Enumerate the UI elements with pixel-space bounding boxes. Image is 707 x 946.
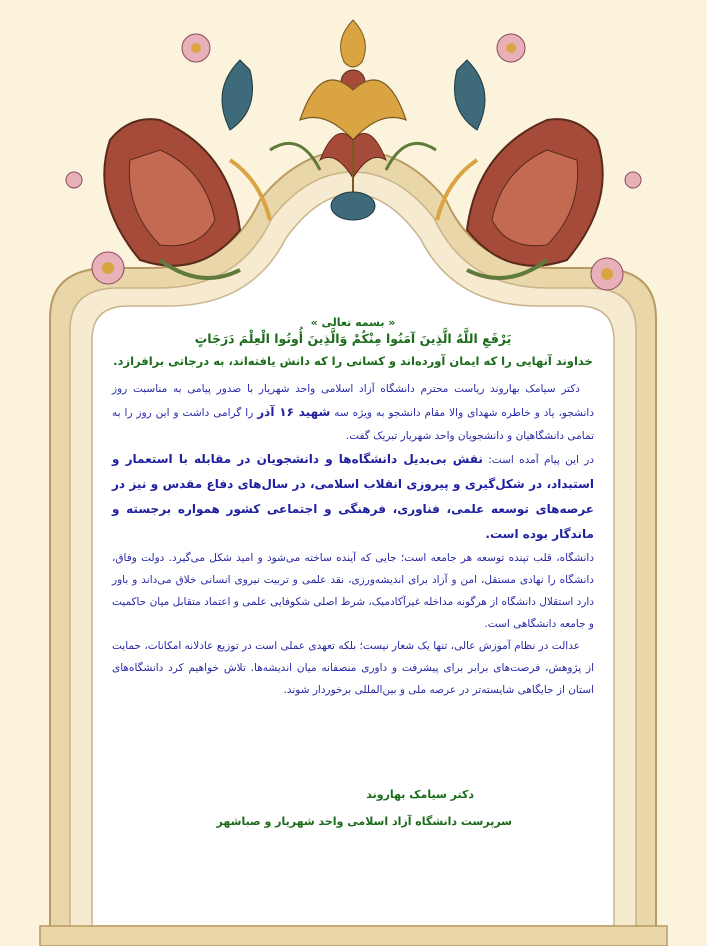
quran-verse: يَرْفَعِ اللَّهُ الَّذِينَ آمَنُوا مِنْكُمْ وَالَّذِينَ أُوتُوا الْعِلْمَ دَرَجَاتٍ bbox=[194, 331, 512, 346]
bottom-band bbox=[40, 926, 667, 946]
paragraph-intro-text: دکتر سیامک بهاروند ریاست محترم دانشگاه آزاد اسلامی واحد شهریار با صدور پیامی به مناسبت روز دانشجو، یاد و خاطره شهدای والا مقام دانشجو به ویژه سه bbox=[112, 383, 594, 419]
paragraph-message-bold: نقش بی‌بدیل دانشگاه‌ها و دانشجویان در مقابله با استعمار و استبداد، در شکل‌گیری و پیروزی انقلاب اسلامی، در سال‌های دفاع مقدس و نیز در عرصه‌های توسعه علمی، فناوری، فرهنگی و اجتماعی کشور همواره برجسته و ماندگار بوده است. bbox=[112, 452, 594, 541]
signature-block bbox=[112, 788, 594, 828]
flower-left-bottom bbox=[92, 252, 124, 284]
paragraph-message-intro: در این پیام آمده است: bbox=[488, 454, 595, 466]
paragraph-justice: عدالت در نظام آموزش عالی، تنها یک شعار نیست؛ بلکه تعهدی عملی است در توزیع عادلانه امکانات، حمایت از پژوهش، فرصت‌های برابر برای پیشرفت و داوری منصفانه میان اندیشه‌ها. تلاش خواهیم کرد دانشگاه‌های استان از جایگاهی شایسته‌تر در عرصه ملی و بین‌المللی برخوردار شوند. bbox=[112, 640, 594, 696]
bismillah-heading: « بسمه تعالی » bbox=[310, 316, 396, 329]
paragraph-intro-end: را گرامی داشت و این روز را به تمامی دانشگاهیان و دانشجویان واحد شهریار تبریک گفت. bbox=[112, 407, 594, 442]
signature-title: سرپرست دانشگاه آزاد اسلامی واحد شهریار و صباشهر bbox=[216, 815, 512, 828]
martyrs-highlight: شهید ۱۶ آذر bbox=[257, 405, 331, 419]
paragraph-university: دانشگاه، قلب تپنده توسعه هر جامعه است؛ جایی که آینده ساخته می‌شود و امید شکل می‌گیرد. دولت وفاق، دانشگاه را نهادی مستقل، امن و آزاد برای اندیشه‌ورزی، نقد علمی و تربیت نیروی انسانی خلاق می‌داند و باور دارد استقلال دانشگاه از هرگونه مداخله غیرآکادمیک، شرط اصلی شکوفایی علمی و اعتماد متقابل میان حاکمیت و جامعه دانشگاهی است. bbox=[112, 552, 594, 630]
flower-right-side bbox=[625, 172, 641, 188]
flower-right-bottom bbox=[591, 258, 623, 290]
paragraph-message bbox=[112, 447, 594, 547]
verse-translation: خداوند آنهایی را که ایمان آورده‌اند و کسانی را که دانش یافته‌اند، به درجاتی برافرازد. bbox=[113, 354, 593, 368]
flower-right-top bbox=[497, 34, 525, 62]
paragraph-intro bbox=[112, 378, 594, 447]
flower-left-side bbox=[66, 172, 82, 188]
signature-name: دکتر سیامک بهاروند bbox=[366, 788, 474, 801]
message-header bbox=[112, 316, 594, 368]
flower-left-top bbox=[182, 34, 210, 62]
